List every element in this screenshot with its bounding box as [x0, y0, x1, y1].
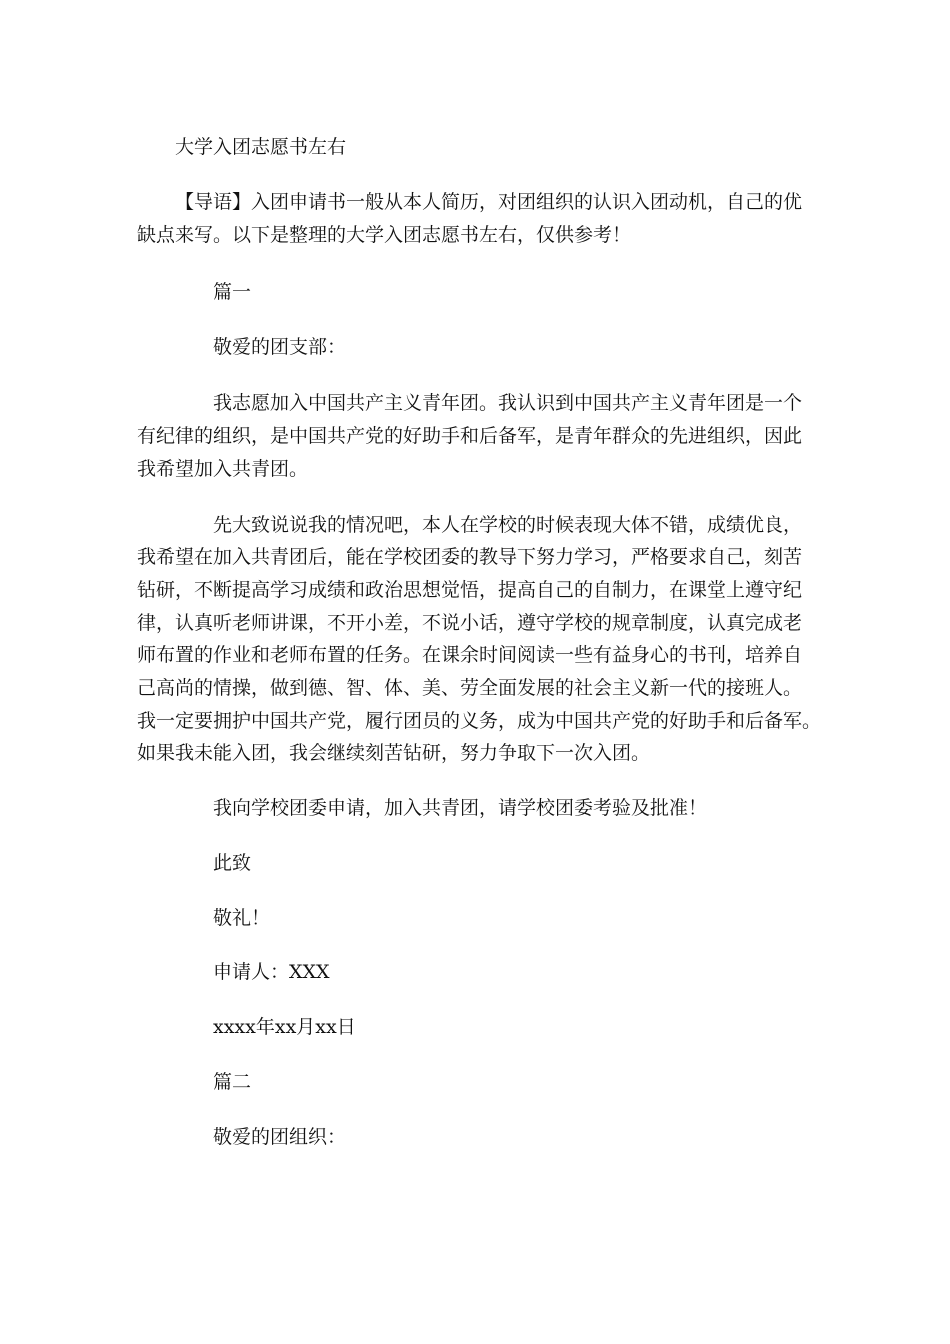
- date-line: xxxx年xx月xx日: [213, 1016, 356, 1038]
- paragraph-2-line-5: 师布置的作业和老师布置的任务。在课余时间阅读一些有益身心的书刊，培养自: [137, 644, 803, 666]
- intro-line-2: 缺点来写。以下是整理的大学入团志愿书左右，仅供参考！: [137, 224, 632, 246]
- paragraph-2-line-3: 钻研，不断提高学习成绩和政治思想觉悟，提高自己的自制力，在课堂上遵守纪: [137, 579, 803, 601]
- paragraph-2-line-6: 己高尚的情操，做到德、智、体、美、劳全面发展的社会主义新一代的接班人。: [137, 677, 803, 699]
- document-title: 大学入团志愿书左右: [175, 136, 347, 158]
- paragraph-3: 我向学校团委申请，加入共青团，请学校团委考验及批准！: [213, 797, 708, 819]
- paragraph-1-line-3: 我希望加入共青团。: [137, 458, 309, 480]
- paragraph-1-line-1: 我志愿加入中国共产主义青年团。我认识到中国共产主义青年团是一个: [213, 392, 803, 414]
- paragraph-2-line-2: 我希望在加入共青团后，能在学校团委的教导下努力学习，严格要求自己，刻苦: [137, 546, 803, 568]
- section-2-heading: 篇二: [213, 1071, 252, 1093]
- closing-line-1: 此致: [213, 852, 252, 874]
- paragraph-2-line-7: 我一定要拥护中国共产党，履行团员的义务，成为中国共产党的好助手和后备军。: [137, 710, 822, 732]
- section-1-salutation: 敬爱的团支部：: [213, 336, 347, 358]
- closing-line-2: 敬礼！: [213, 907, 271, 929]
- section-2-salutation: 敬爱的团组织：: [213, 1126, 347, 1148]
- paragraph-2-line-1: 先大致说说我的情况吧，本人在学校的时候表现大体不错，成绩优良，: [213, 514, 803, 536]
- paragraph-1-line-2: 有纪律的组织，是中国共产党的好助手和后备军，是青年群众的先进组织，因此: [137, 425, 803, 447]
- paragraph-2-line-8: 如果我未能入团，我会继续刻苦钻研，努力争取下一次入团。: [137, 742, 651, 764]
- intro-line-1: 【导语】入团申请书一般从本人简历，对团组织的认识入团动机，自己的优: [175, 191, 803, 213]
- applicant-line: 申请人：XXX: [213, 961, 330, 983]
- section-1-heading: 篇一: [213, 281, 252, 303]
- paragraph-2-line-4: 律，认真听老师讲课，不开小差，不说小话，遵守学校的规章制度，认真完成老: [137, 612, 803, 634]
